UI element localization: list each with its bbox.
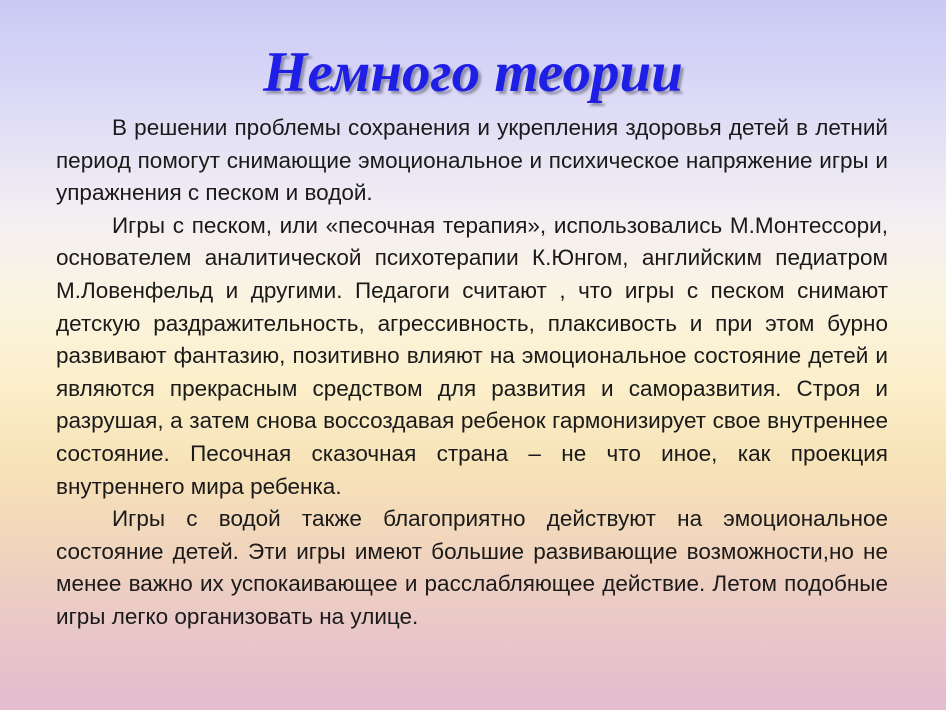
slide-body [56, 112, 888, 634]
slide-title: Немного теории [263, 41, 683, 104]
paragraph-intro: В решении проблемы сохранения и укрепления здоровья детей в летний период помогут снимающие эмоциональное и психическое напряжение игры и упражнения с песком и водой. [56, 115, 888, 206]
paragraph-sand-games: Игры с песком, или «песочная терапия», использовались М.Монтессори, основателем аналитической психотерапии К.Юнгом, английским педиатром М.Ловенфельд и другими. Педагоги считают , что игры с песком снимают детскую раздражительность, агрессивность, плаксивость и при этом бурно развивают фантазию, позитивно влияют на эмоциональное состояние детей и являются прекрасным средством для развития и саморазвития. Строя и разрушая, а затем снова воссоздавая ребенок гармонизирует свое внутреннее состояние. Песочная сказочная страна – не что иное, как проекция внутреннего мира ребенка. [56, 212, 888, 499]
paragraph-water-games: Игры с водой также благоприятно действуют на эмоциональное состояние детей. Эти игры имеют большие развивающие возможности,но не менее важно их успокаивающее и расслабляющее действие. Летом подобные игры легко организовать на улице. [56, 506, 888, 629]
